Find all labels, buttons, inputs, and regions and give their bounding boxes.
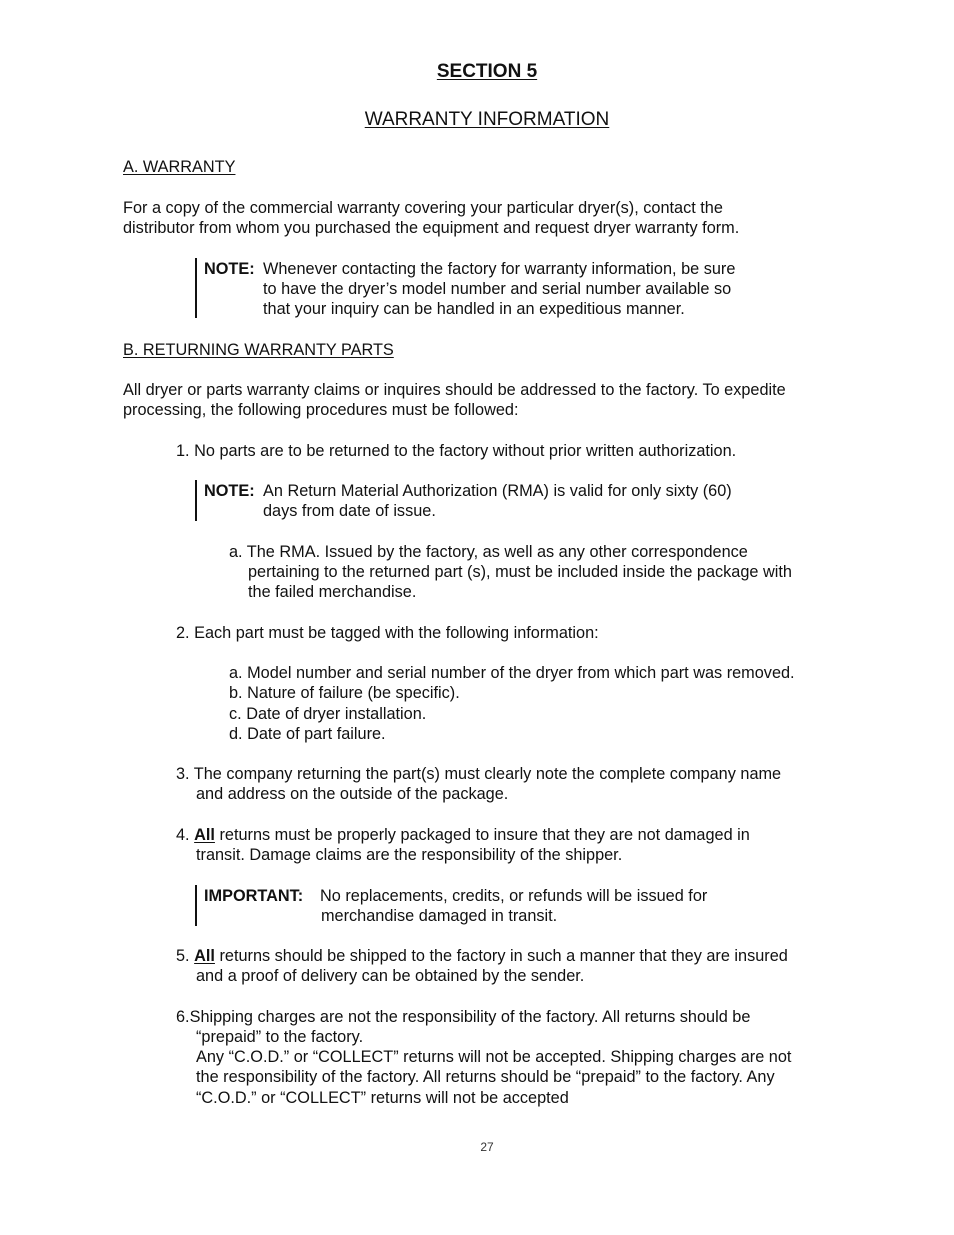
step-number: 5. bbox=[176, 947, 190, 965]
emphasis-all: All bbox=[194, 826, 215, 844]
note-line-1: An Return Material Authorization (RMA) is valid for only sixty (60) bbox=[263, 482, 732, 500]
step-2-item-d: d. Date of part failure. bbox=[229, 725, 386, 743]
step-1a-line-3: the failed merchandise. bbox=[248, 583, 417, 601]
step-4-line-2: transit. Damage claims are the responsibility of the shipper. bbox=[196, 846, 623, 864]
page-number: 27 bbox=[480, 1140, 494, 1154]
step-6-line-5: “C.O.D.” or “COLLECT” returns will not be accepted bbox=[196, 1089, 569, 1107]
important-line-1: No replacements, credits, or refunds will be issued for bbox=[320, 887, 708, 905]
step-6-line-2: “prepaid” to the factory. bbox=[196, 1028, 364, 1046]
step-6-line-1: 6.Shipping charges are not the responsibility of the factory. All returns should be bbox=[176, 1008, 751, 1026]
important-line-2: merchandise damaged in transit. bbox=[321, 907, 558, 925]
returning-para-line-1: All dryer or parts warranty claims or inquires should be addressed to the factory. To expedite bbox=[123, 381, 786, 399]
important-label: IMPORTANT: bbox=[204, 887, 304, 905]
returning-heading: B. RETURNING WARRANTY PARTS bbox=[123, 341, 394, 359]
note-line-2: days from date of issue. bbox=[263, 502, 436, 520]
note-line-2: to have the dryer’s model number and serial number available so bbox=[263, 280, 732, 298]
step-5-line-2: and a proof of delivery can be obtained by the sender. bbox=[196, 967, 585, 985]
step-6-line-4: the responsibility of the factory. All returns should be “prepaid” to the factory. Any bbox=[196, 1068, 775, 1086]
warranty-para-line-2: distributor from whom you purchased the equipment and request dryer warranty form. bbox=[123, 219, 740, 237]
note-bar bbox=[195, 480, 197, 521]
step-5-line-1 bbox=[176, 946, 788, 966]
step-4-line-1 bbox=[176, 825, 750, 845]
returning-para-line-2: processing, the following procedures must be followed: bbox=[123, 401, 519, 419]
step-3-line-1: 3. The company returning the part(s) must clearly note the complete company name bbox=[176, 765, 782, 783]
important-bar bbox=[195, 885, 197, 926]
note-label: NOTE: bbox=[204, 482, 255, 500]
note-bar bbox=[195, 258, 197, 318]
warranty-para-line-1: For a copy of the commercial warranty covering your particular dryer(s), contact the bbox=[123, 199, 723, 217]
section-heading: SECTION 5 bbox=[436, 61, 538, 82]
step-1: 1. No parts are to be returned to the factory without prior written authorization. bbox=[176, 442, 737, 460]
step-1a-line-1: a. The RMA. Issued by the factory, as well as any other correspondence bbox=[229, 543, 748, 561]
step-text: returns must be properly packaged to insure that they are not damaged in bbox=[214, 826, 750, 844]
note-label: NOTE: bbox=[204, 260, 255, 278]
step-text: returns should be shipped to the factory in such a manner that they are insured bbox=[214, 947, 788, 965]
emphasis-all: All bbox=[194, 947, 215, 965]
step-6-line-3: Any “C.O.D.” or “COLLECT” returns will not be accepted. Shipping charges are not bbox=[196, 1048, 792, 1066]
step-3-line-2: and address on the outside of the package. bbox=[196, 785, 509, 803]
note-line-3: that your inquiry can be handled in an expeditious manner. bbox=[263, 300, 685, 318]
step-2-item-a: a. Model number and serial number of the dryer from which part was removed. bbox=[229, 664, 795, 682]
warranty-heading: A. WARRANTY bbox=[123, 158, 236, 176]
step-2: 2. Each part must be tagged with the following information: bbox=[176, 624, 599, 642]
note-line-1: Whenever contacting the factory for warranty information, be sure bbox=[263, 260, 736, 278]
step-1a-line-2: pertaining to the returned part (s), must be included inside the package with bbox=[248, 563, 792, 581]
step-2-item-c: c. Date of dryer installation. bbox=[229, 705, 427, 723]
page-title: WARRANTY INFORMATION bbox=[364, 109, 610, 130]
step-number: 4. bbox=[176, 826, 190, 844]
step-2-item-b: b. Nature of failure (be specific). bbox=[229, 684, 460, 702]
